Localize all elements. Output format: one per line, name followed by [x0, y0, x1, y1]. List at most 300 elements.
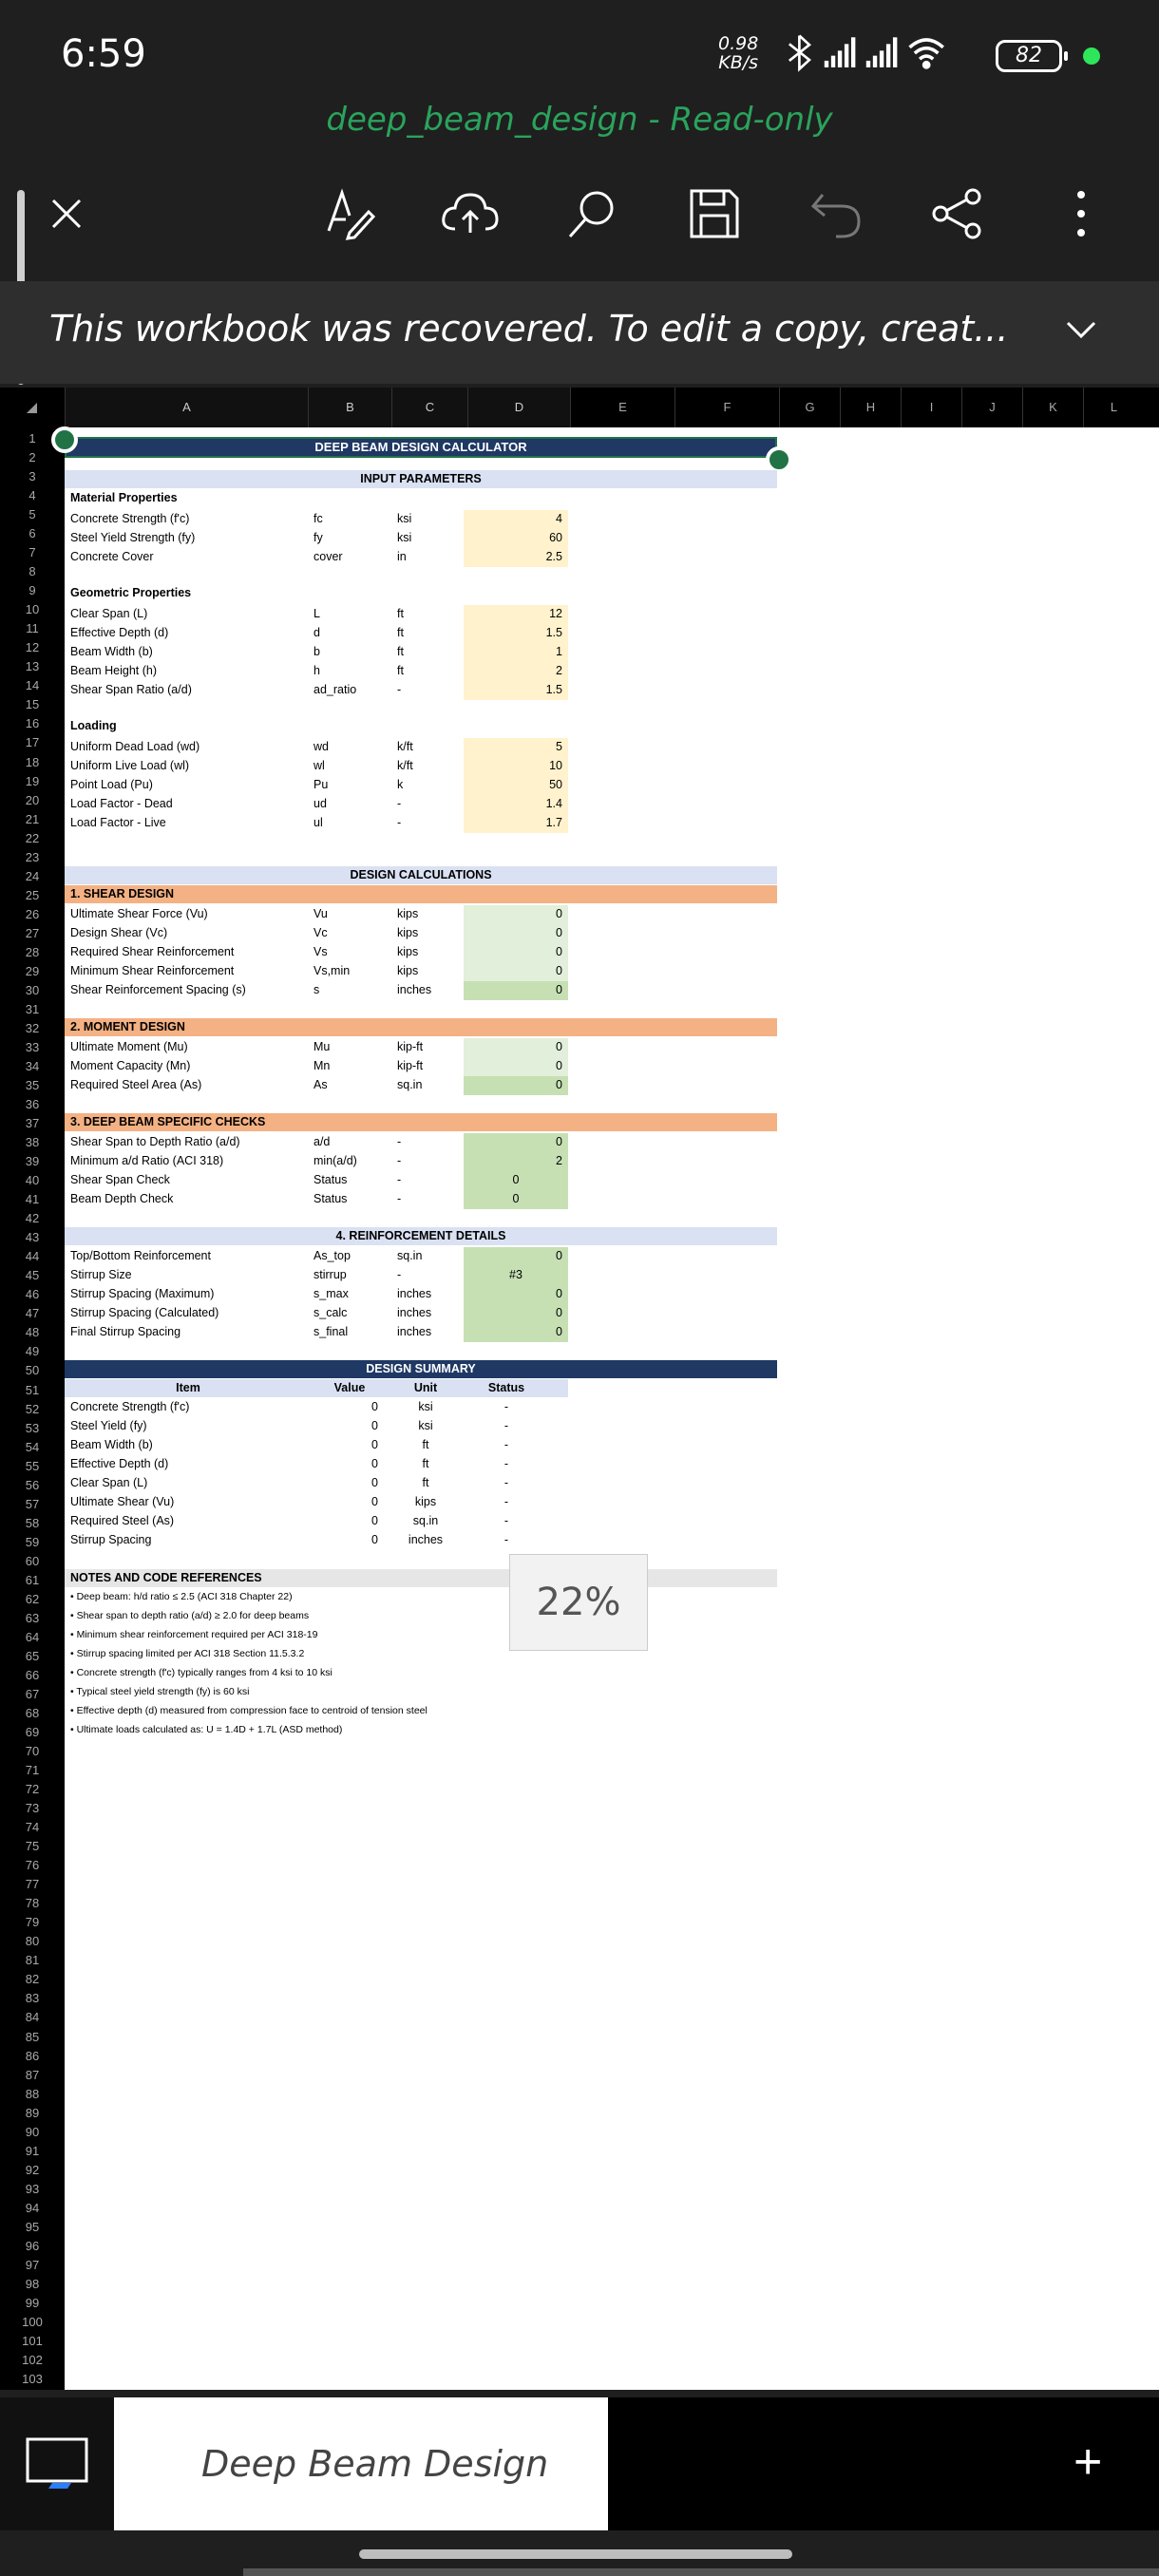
signal-icon-2 [866, 37, 898, 67]
row-header[interactable]: 100 [22, 2315, 43, 2329]
row-header[interactable]: 87 [25, 2068, 40, 2082]
row-header[interactable]: 28 [25, 945, 40, 959]
row-label: Shear Span Check [70, 1173, 170, 1186]
row-header[interactable]: 55 [25, 1459, 40, 1473]
row-header[interactable]: 69 [25, 1725, 40, 1739]
row-unit: in [397, 550, 407, 563]
clock: 6:59 [61, 32, 146, 76]
row-header[interactable]: 61 [25, 1573, 40, 1587]
row-symbol: Vs,min [314, 964, 351, 977]
row-header[interactable]: 90 [25, 2125, 40, 2139]
row-header[interactable]: 68 [25, 1706, 40, 1720]
row-header[interactable]: 39 [25, 1154, 40, 1168]
row-value[interactable]: #3 [509, 1268, 522, 1281]
note-item: • Shear span to depth ratio (a/d) ≥ 2.0 for deep beams [70, 1610, 310, 1621]
row-header[interactable]: 2 [28, 450, 36, 464]
row-header[interactable]: 63 [25, 1611, 40, 1625]
row-symbol: As_top [314, 1249, 351, 1262]
row-header[interactable]: 22 [25, 831, 40, 845]
row-header[interactable]: 34 [25, 1059, 40, 1073]
row-label: Moment Capacity (Mn) [70, 1059, 191, 1072]
row-header[interactable]: 73 [25, 1801, 40, 1815]
summary-col-status: Status [487, 1381, 525, 1394]
save-button[interactable] [676, 171, 752, 256]
row-label: Stirrup Spacing (Calculated) [70, 1306, 219, 1319]
sheet-tab-bar [0, 2390, 1159, 2576]
add-sheet-button[interactable]: + [1074, 2434, 1103, 2490]
close-button[interactable] [28, 171, 104, 256]
row-value[interactable]: 1 [556, 645, 562, 658]
summary-value: 0 [371, 1419, 378, 1432]
row-header[interactable]: 93 [25, 2182, 40, 2196]
row-label: Minimum a/d Ratio (ACI 318) [70, 1154, 224, 1167]
row-value[interactable]: 0 [556, 964, 562, 977]
note-item: • Deep beam: h/d ratio ≤ 2.5 (ACI 318 Chapter 22) [70, 1591, 293, 1602]
row-header[interactable]: 94 [25, 2201, 40, 2215]
summary-unit: sq.in [412, 1514, 439, 1527]
recovery-banner-text: This workbook was recovered. To edit a copy, creat... [49, 308, 1009, 350]
row-value[interactable]: 0 [556, 926, 562, 939]
row-header[interactable]: 9 [28, 583, 36, 597]
row-header[interactable]: 42 [25, 1211, 40, 1225]
row-symbol: s_final [314, 1325, 349, 1338]
row-value[interactable]: 0 [556, 945, 562, 958]
row-label: Shear Span to Depth Ratio (a/d) [70, 1135, 240, 1148]
note-item: • Effective depth (d) measured from compression face to centroid of tension steel [70, 1705, 428, 1716]
summary-status: - [504, 1400, 509, 1413]
row-value[interactable]: 0 [556, 1040, 562, 1053]
row-value[interactable]: 50 [549, 778, 562, 791]
row-header[interactable]: 23 [25, 850, 40, 864]
row-label: Minimum Shear Reinforcement [70, 964, 235, 977]
summary-heading: DESIGN SUMMARY [366, 1362, 476, 1375]
row-value[interactable]: 0 [556, 1325, 562, 1338]
selection-handle-end[interactable] [766, 446, 792, 473]
row-header[interactable]: 98 [25, 2277, 40, 2291]
summary-item: Clear Span (L) [70, 1476, 148, 1489]
row-header[interactable]: 20 [25, 793, 40, 807]
row-header[interactable]: 65 [25, 1649, 40, 1663]
undo-button[interactable] [798, 171, 874, 256]
row-unit: inches [397, 1306, 432, 1319]
row-value[interactable]: 0 [512, 1192, 520, 1205]
row-header[interactable]: 18 [25, 755, 40, 769]
column-header-j[interactable]: J [961, 388, 1022, 427]
signal-icon [825, 37, 856, 67]
row-header[interactable]: 19 [25, 774, 40, 788]
recovery-banner[interactable] [0, 281, 1159, 384]
row-header[interactable]: 41 [25, 1192, 40, 1206]
row-label: Beam Depth Check [70, 1192, 174, 1205]
row-header[interactable]: 5 [28, 507, 36, 521]
row-header-bar [0, 427, 65, 2390]
row-header[interactable]: 12 [25, 640, 40, 654]
row-header[interactable]: 57 [25, 1497, 40, 1511]
row-unit: ft [397, 607, 404, 620]
document-title: deep_beam_design - Read-only [326, 101, 833, 139]
row-unit: kips [397, 907, 419, 920]
row-symbol: L [314, 607, 320, 620]
row-value[interactable]: 0 [556, 1287, 562, 1300]
row-header[interactable]: 6 [28, 526, 36, 540]
row-header[interactable]: 7 [28, 545, 36, 559]
design-calculations-header: DESIGN CALCULATIONS [350, 868, 492, 881]
row-header[interactable]: 33 [25, 1040, 40, 1054]
row-header[interactable]: 21 [25, 812, 40, 826]
row-header[interactable]: 31 [25, 1002, 40, 1016]
row-header[interactable]: 81 [25, 1953, 40, 1967]
row-unit: kip-ft [397, 1059, 424, 1072]
row-header[interactable]: 78 [25, 1896, 40, 1910]
row-unit: - [397, 816, 402, 829]
row-header[interactable]: 67 [25, 1687, 40, 1701]
row-value[interactable]: 1.5 [545, 626, 562, 639]
row-header[interactable]: 71 [25, 1763, 40, 1777]
save-icon [686, 185, 743, 242]
row-header[interactable]: 47 [25, 1306, 40, 1320]
row-value[interactable]: 0 [556, 907, 562, 920]
row-unit: k/ft [397, 759, 413, 772]
row-symbol: Mu [314, 1040, 331, 1053]
notes-heading: NOTES AND CODE REFERENCES [70, 1571, 262, 1584]
summary-value: 0 [371, 1457, 378, 1470]
column-header-h[interactable]: H [840, 388, 901, 427]
row-header[interactable]: 74 [25, 1820, 40, 1834]
row-label: Required Shear Reinforcement [70, 945, 235, 958]
row-header[interactable]: 38 [25, 1135, 40, 1149]
row-value[interactable]: 12 [549, 607, 562, 620]
summary-item: Concrete Strength (f'c) [70, 1400, 190, 1413]
row-value[interactable]: 5 [556, 740, 562, 753]
summary-item: Steel Yield (fy) [70, 1419, 147, 1432]
row-header[interactable]: 30 [25, 983, 40, 997]
row-header[interactable]: 60 [25, 1554, 40, 1568]
row-value[interactable]: 2 [556, 1154, 562, 1167]
sheet-tab-deep-beam-design[interactable] [114, 2397, 608, 2530]
row-header[interactable]: 64 [25, 1630, 40, 1644]
row-symbol: wl [314, 759, 325, 772]
row-label: Beam Width (b) [70, 645, 153, 658]
row-value[interactable]: 0 [556, 1059, 562, 1072]
row-header[interactable]: 70 [25, 1744, 40, 1758]
row-header[interactable]: 83 [25, 1991, 40, 2005]
row-value[interactable]: 0 [556, 983, 562, 996]
search-icon [564, 185, 621, 242]
row-header[interactable]: 44 [25, 1249, 40, 1263]
row-unit: - [397, 797, 402, 810]
row-symbol: min(a/d) [314, 1154, 357, 1167]
note-item: • Minimum shear reinforcement required per ACI 318-19 [70, 1629, 318, 1640]
row-header[interactable]: 79 [25, 1915, 40, 1929]
row-header[interactable]: 88 [25, 2087, 40, 2101]
sheets-icon [24, 2435, 90, 2492]
selection-handle-start[interactable] [51, 426, 78, 453]
row-label: Required Steel Area (As) [70, 1078, 202, 1091]
spreadsheet-grid[interactable] [0, 388, 1159, 2390]
pen-draw-icon [321, 185, 378, 242]
row-header[interactable]: 75 [25, 1839, 40, 1853]
row-label: Point Load (Pu) [70, 778, 153, 791]
sheet-title: DEEP BEAM DESIGN CALCULATOR [314, 440, 527, 454]
loading-heading: Loading [70, 719, 117, 732]
summary-value: 0 [371, 1514, 378, 1527]
column-header-g[interactable]: G [779, 388, 840, 427]
row-header[interactable]: 1 [28, 431, 36, 445]
row-header[interactable]: 89 [25, 2106, 40, 2120]
column-header-bar [0, 388, 1159, 427]
row-header[interactable]: 48 [25, 1325, 40, 1339]
row-header[interactable]: 92 [25, 2163, 40, 2177]
row-header[interactable]: 58 [25, 1516, 40, 1530]
row-label: Ultimate Moment (Mu) [70, 1040, 188, 1053]
close-icon [48, 195, 86, 233]
row-header[interactable]: 59 [25, 1535, 40, 1549]
row-label: Design Shear (Vc) [70, 926, 168, 939]
summary-unit: kips [414, 1495, 437, 1508]
row-header[interactable]: 4 [28, 488, 36, 502]
row-unit: ft [397, 645, 404, 658]
row-header[interactable]: 37 [25, 1116, 40, 1130]
row-value[interactable]: 0 [512, 1173, 520, 1186]
row-header[interactable]: 99 [25, 2296, 40, 2310]
summary-item: Stirrup Spacing [70, 1533, 152, 1546]
column-header-k[interactable]: K [1022, 388, 1083, 427]
row-header[interactable]: 77 [25, 1877, 40, 1891]
row-header[interactable]: 46 [25, 1287, 40, 1301]
summary-item: Effective Depth (d) [70, 1457, 169, 1470]
row-header[interactable]: 51 [25, 1383, 40, 1397]
row-symbol: Vs [314, 945, 328, 958]
row-value[interactable]: 60 [549, 531, 562, 544]
row-header[interactable]: 49 [25, 1344, 40, 1358]
summary-status: - [504, 1495, 509, 1508]
row-header[interactable]: 15 [25, 697, 40, 711]
summary-unit: ft [422, 1438, 429, 1451]
row-value[interactable]: 2 [556, 664, 562, 677]
horizontal-scrollbar[interactable] [243, 2568, 1159, 2576]
network-speed-value: 0.98 [718, 33, 759, 54]
row-header[interactable]: 85 [25, 2030, 40, 2044]
row-value[interactable]: 2.5 [545, 550, 562, 563]
row-header[interactable]: 45 [25, 1268, 40, 1282]
row-header[interactable]: 102 [22, 2353, 43, 2367]
geometry-heading: Geometric Properties [70, 586, 192, 599]
summary-value: 0 [371, 1476, 378, 1489]
row-unit: k [397, 778, 404, 791]
row-unit: kips [397, 964, 419, 977]
summary-item: Required Steel (As) [70, 1514, 175, 1527]
row-unit: - [397, 1192, 402, 1205]
row-value[interactable]: 1.7 [545, 816, 562, 829]
row-symbol: cover [314, 550, 343, 563]
summary-status: - [504, 1476, 509, 1489]
summary-unit: ft [422, 1457, 429, 1470]
privacy-indicator-icon [1083, 47, 1100, 65]
row-header[interactable]: 52 [25, 1402, 40, 1416]
row-header[interactable]: 72 [25, 1782, 40, 1796]
home-indicator[interactable] [359, 2549, 792, 2559]
column-header-e[interactable]: E [570, 388, 674, 427]
row-header[interactable]: 24 [25, 869, 40, 883]
undo-icon [808, 185, 864, 242]
row-header[interactable]: 91 [25, 2144, 40, 2158]
column-header-i[interactable]: I [901, 388, 961, 427]
sheet-tab-label: Deep Beam Design [201, 2443, 549, 2485]
row-header[interactable]: 86 [25, 2049, 40, 2063]
row-unit: kips [397, 926, 419, 939]
row-symbol: Mn [314, 1059, 331, 1072]
moment-heading: 2. MOMENT DESIGN [70, 1020, 185, 1033]
row-symbol: ul [314, 816, 323, 829]
row-value[interactable]: 0 [556, 1249, 562, 1262]
row-header[interactable]: 16 [25, 716, 40, 730]
more-options-button[interactable] [1043, 171, 1119, 256]
reinforcement-heading: 4. REINFORCEMENT DETAILS [335, 1229, 506, 1242]
summary-status: - [504, 1457, 509, 1470]
row-label: Stirrup Size [70, 1268, 132, 1281]
row-unit: kips [397, 945, 419, 958]
row-unit: ksi [397, 512, 412, 525]
note-item: • Typical steel yield strength (fy) is 60 ksi [70, 1686, 250, 1697]
row-symbol: b [314, 645, 320, 658]
row-value[interactable]: 4 [556, 512, 562, 525]
select-all-corner[interactable] [27, 403, 37, 413]
row-header[interactable]: 35 [25, 1078, 40, 1092]
row-symbol: d [314, 626, 320, 639]
summary-status: - [504, 1419, 509, 1432]
row-symbol: a/d [314, 1135, 331, 1148]
row-header[interactable]: 95 [25, 2220, 40, 2234]
summary-value: 0 [371, 1400, 378, 1413]
note-item: • Stirrup spacing limited per ACI 318 Section 11.5.3.2 [70, 1648, 305, 1659]
row-header[interactable]: 80 [25, 1934, 40, 1948]
column-header-f[interactable]: F [674, 388, 779, 427]
cloud-upload-icon [438, 185, 501, 242]
row-label: Load Factor - Dead [70, 797, 173, 810]
row-header[interactable]: 103 [22, 2372, 43, 2386]
row-header[interactable]: 50 [25, 1363, 40, 1377]
note-item: • Concrete strength (f'c) typically ranges from 4 ksi to 10 ksi [70, 1667, 332, 1678]
summary-unit: ksi [418, 1419, 433, 1432]
row-header[interactable]: 96 [25, 2239, 40, 2253]
row-symbol: Status [314, 1192, 348, 1205]
row-unit: k/ft [397, 740, 413, 753]
row-header[interactable]: 84 [25, 2010, 40, 2024]
row-label: Ultimate Shear Force (Vu) [70, 907, 208, 920]
cell-area[interactable] [65, 427, 1159, 2390]
row-header[interactable]: 40 [25, 1173, 40, 1187]
row-header[interactable]: 54 [25, 1440, 40, 1454]
row-value[interactable]: 1.5 [545, 683, 562, 696]
row-symbol: h [314, 664, 320, 677]
more-vertical-icon [1072, 185, 1091, 242]
wifi-icon [910, 40, 943, 67]
summary-status: - [504, 1514, 509, 1527]
row-header[interactable]: 10 [25, 602, 40, 616]
row-value[interactable]: 0 [556, 1135, 562, 1148]
row-header[interactable]: 25 [25, 888, 40, 902]
summary-item: Ultimate Shear (Vu) [70, 1495, 175, 1508]
row-header[interactable]: 29 [25, 964, 40, 978]
row-unit: - [397, 683, 402, 696]
row-unit: inches [397, 1287, 432, 1300]
column-header-d[interactable]: D [467, 388, 570, 427]
column-header-b[interactable]: B [308, 388, 391, 427]
row-symbol: Vu [314, 907, 328, 920]
row-symbol: stirrup [314, 1268, 347, 1281]
summary-item: Beam Width (b) [70, 1438, 153, 1451]
row-value[interactable]: 0 [556, 1306, 562, 1319]
row-label: Steel Yield Strength (fy) [70, 531, 196, 544]
row-symbol: wd [314, 740, 329, 753]
row-unit: - [397, 1154, 402, 1167]
column-header-c[interactable]: C [391, 388, 467, 427]
status-bar [0, 0, 1159, 104]
status-icons [770, 32, 988, 74]
row-label: Uniform Dead Load (wd) [70, 740, 200, 753]
row-label: Load Factor - Live [70, 816, 166, 829]
row-label: Top/Bottom Reinforcement [70, 1249, 211, 1262]
row-header[interactable]: 97 [25, 2258, 40, 2272]
row-header[interactable]: 36 [25, 1097, 40, 1111]
row-header[interactable]: 27 [25, 926, 40, 940]
sheet-list-button[interactable] [0, 2397, 114, 2530]
row-header[interactable]: 82 [25, 1972, 40, 1986]
row-header[interactable]: 43 [25, 1230, 40, 1244]
row-header[interactable]: 76 [25, 1858, 40, 1872]
row-header[interactable]: 101 [22, 2334, 43, 2348]
row-header[interactable]: 14 [25, 678, 40, 692]
shear-heading: 1. SHEAR DESIGN [70, 887, 175, 900]
row-header[interactable]: 17 [25, 735, 40, 749]
summary-unit: inches [408, 1533, 444, 1546]
row-value[interactable]: 10 [549, 759, 562, 772]
row-header[interactable]: 11 [26, 621, 39, 635]
cloud-upload-button[interactable] [431, 171, 507, 256]
row-unit: - [397, 1135, 402, 1148]
row-symbol: s [314, 983, 320, 996]
material-heading: Material Properties [70, 491, 178, 504]
summary-value: 0 [371, 1438, 378, 1451]
input-parameters-header: INPUT PARAMETERS [360, 472, 482, 485]
share-button[interactable] [920, 171, 996, 256]
row-value[interactable]: 1.4 [545, 797, 562, 810]
row-symbol: Vc [314, 926, 328, 939]
column-header-l[interactable]: L [1083, 388, 1144, 427]
row-header[interactable]: 32 [25, 1021, 40, 1035]
row-symbol: s_calc [314, 1306, 348, 1319]
row-header[interactable]: 53 [25, 1421, 40, 1435]
row-header[interactable]: 26 [25, 907, 40, 921]
row-unit: inches [397, 983, 432, 996]
row-header[interactable]: 62 [25, 1592, 40, 1606]
row-label: Shear Reinforcement Spacing (s) [70, 983, 246, 996]
search-button[interactable] [555, 171, 631, 256]
draw-button[interactable] [312, 171, 388, 256]
row-header[interactable]: 13 [25, 659, 40, 673]
row-header[interactable]: 66 [25, 1668, 40, 1682]
row-header[interactable]: 3 [28, 469, 36, 483]
share-icon [929, 185, 986, 242]
row-header[interactable]: 8 [28, 564, 36, 578]
chevron-down-icon[interactable] [1064, 313, 1098, 348]
column-header-a[interactable]: A [65, 388, 308, 427]
row-header[interactable]: 56 [25, 1478, 40, 1492]
row-value[interactable]: 0 [556, 1078, 562, 1091]
summary-col-value: Value [333, 1381, 366, 1394]
toolbar [0, 171, 1159, 275]
row-symbol: Pu [314, 778, 329, 791]
